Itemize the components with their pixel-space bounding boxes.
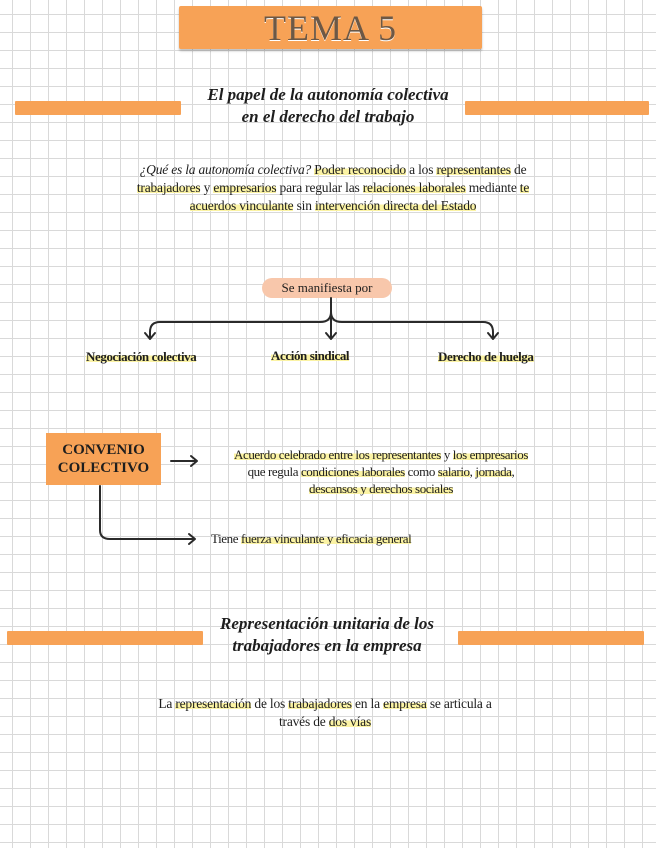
branch-negociacion xyxy=(86,349,196,365)
branch-huelga-label: Derecho de huelga xyxy=(438,349,534,364)
rep-text: La xyxy=(158,696,176,711)
convenio-desc-text: , xyxy=(469,464,476,479)
branch-negociacion-label: Negociación colectiva xyxy=(86,349,197,364)
definition-term: relaciones laborales xyxy=(362,180,466,195)
definition-term: trabajadores xyxy=(136,180,201,195)
branch-accion-label: Acción sindical xyxy=(271,348,350,363)
tree-branch-right xyxy=(331,312,493,338)
definition-term: intervención directa del Estado xyxy=(314,198,477,213)
rep-text: través de xyxy=(278,714,329,729)
rep-term: representación xyxy=(175,696,252,711)
convenio-desc-text: y xyxy=(440,447,453,462)
convenio-desc-term: condiciones laborales xyxy=(300,464,405,479)
rep-term: trabajadores xyxy=(288,696,352,711)
heading2-bar-left xyxy=(7,631,203,645)
section2-heading-line2: trabajadores en la empresa xyxy=(232,636,422,655)
convenio-description xyxy=(200,446,562,497)
convenio-desc-term: descansos y derechos sociales xyxy=(309,481,453,496)
rep-paragraph xyxy=(110,695,540,731)
definition-text: de xyxy=(510,162,527,177)
convenio-label-line2: COLECTIVO xyxy=(57,460,150,476)
convenio-desc-term: Acuerdo celebrado entre xyxy=(233,447,356,462)
definition-text: y xyxy=(200,180,214,195)
tree-branch-left xyxy=(150,312,331,338)
convenio-desc-text: como xyxy=(404,464,438,479)
convenio-desc-term: salario xyxy=(437,464,470,479)
section1-heading-line2: en el derecho del trabajo xyxy=(241,107,415,126)
rep-term: empresa xyxy=(383,696,427,711)
definition-term: representantes xyxy=(436,162,511,177)
convenio-desc-term: los representantes xyxy=(355,447,441,462)
manifest-label: Se manifiesta por xyxy=(281,280,373,295)
convenio-desc-term: jornada xyxy=(475,464,512,479)
definition-term: te acuerdos vinculante xyxy=(189,180,530,213)
branch-accion xyxy=(271,348,349,364)
definition-text: para regular las xyxy=(276,180,363,195)
definition-question: ¿Qué es la autonomía colectiva? xyxy=(139,162,312,177)
branch-huelga xyxy=(438,349,534,365)
convenio-arrow-down xyxy=(100,486,194,539)
definition-term: empresarios xyxy=(213,180,277,195)
convenio-desc-text: que regula xyxy=(247,464,301,479)
convenio-fuerza-term: fuerza vinculante y eficacia general xyxy=(241,531,412,546)
rep-term: dos vías xyxy=(328,714,371,729)
section2-heading-line1: Representación unitaria de los xyxy=(220,614,434,633)
convenio-fuerza-text: Tiene xyxy=(211,531,241,546)
convenio-desc-term: los empresarios xyxy=(452,447,529,462)
rep-text: se articula a xyxy=(426,696,492,711)
convenio-desc-text: , xyxy=(511,464,515,479)
heading2-bar-right xyxy=(458,631,644,645)
page-title: TEMA 5 xyxy=(263,7,397,48)
convenio-label-line1: CONVENIO xyxy=(62,442,145,458)
rep-text: en la xyxy=(351,696,384,711)
convenio-fuerza xyxy=(211,530,411,547)
definition-text: sin xyxy=(293,198,315,213)
section1-heading-line1: El papel de la autonomía colectiva xyxy=(207,85,449,104)
section2-heading xyxy=(196,613,458,657)
convenio-box xyxy=(46,433,161,485)
rep-text: de los xyxy=(251,696,289,711)
definition-term: Poder reconocido xyxy=(314,162,406,177)
definition-text: mediante xyxy=(465,180,520,195)
definition-text: a los xyxy=(405,162,437,177)
